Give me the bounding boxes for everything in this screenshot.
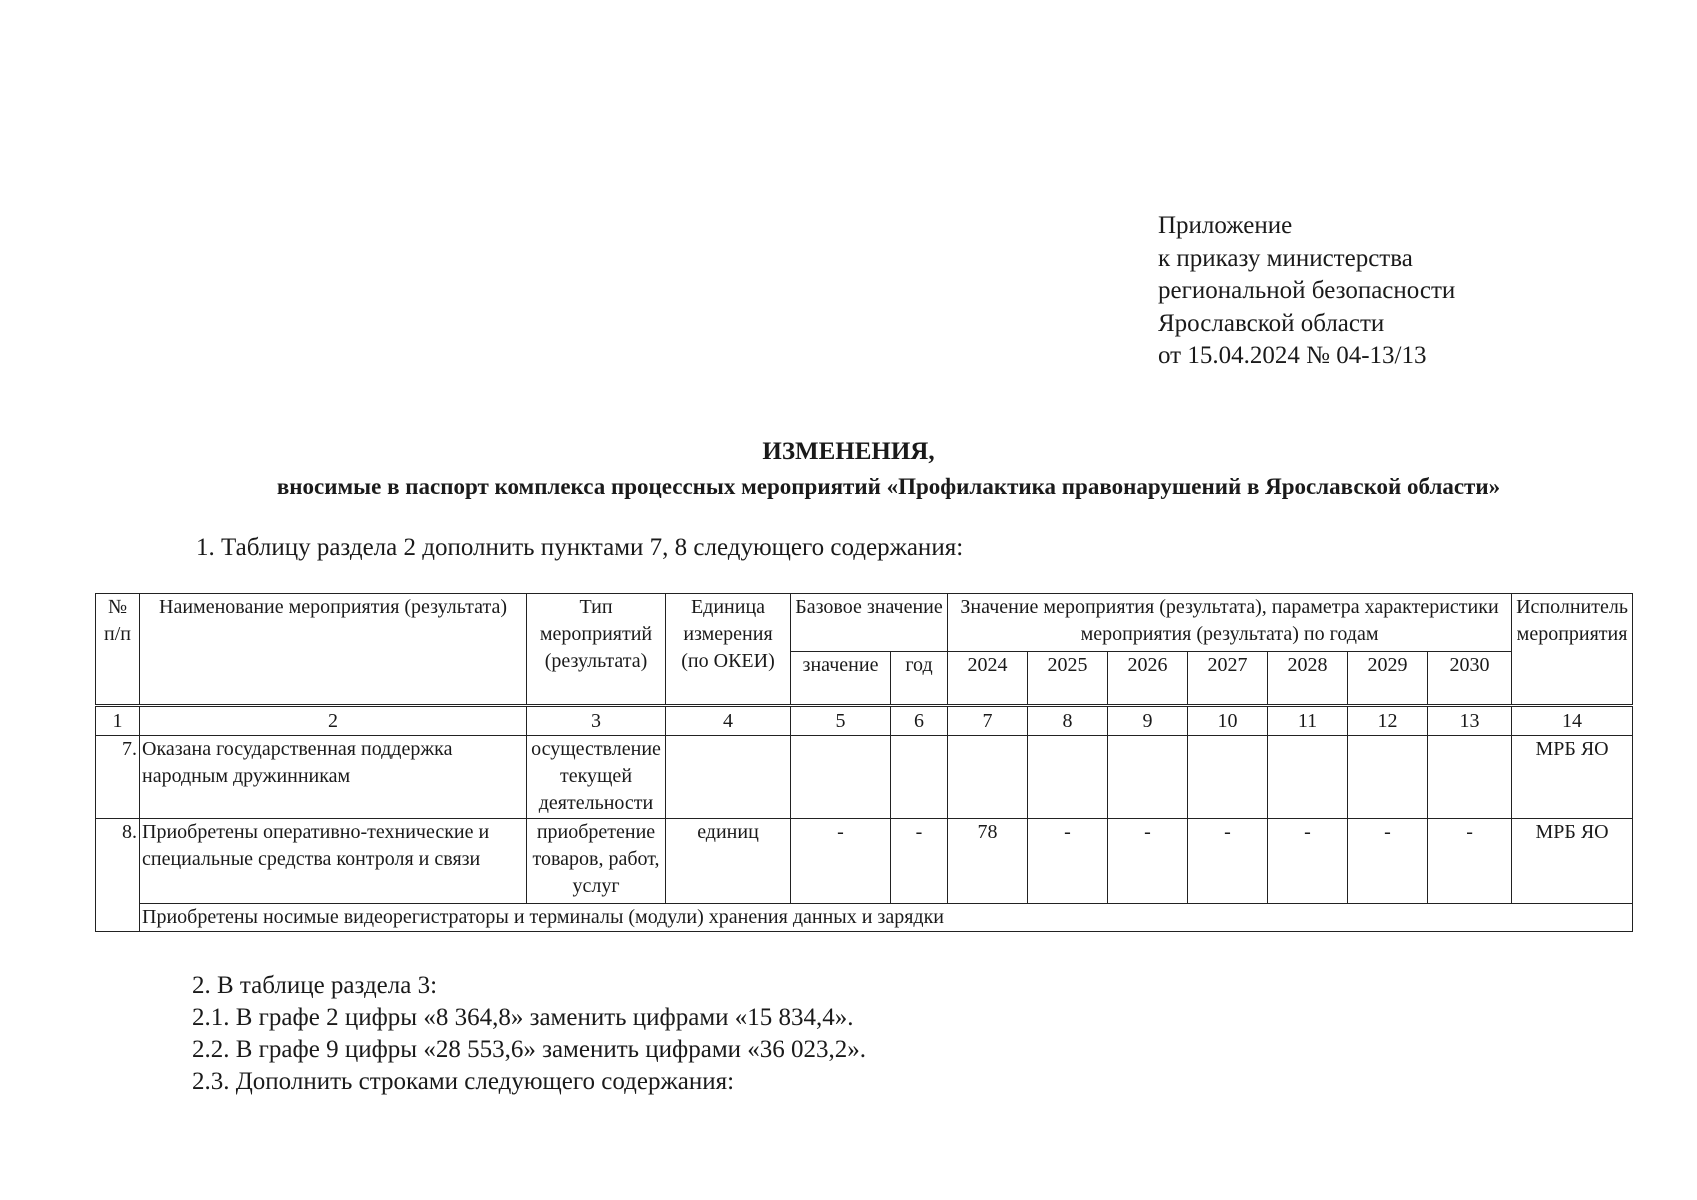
header-num: № п/п: [96, 594, 140, 706]
measures-table: [95, 593, 1633, 932]
row-value: [1348, 736, 1428, 819]
column-number: 5: [791, 706, 891, 736]
header-base-year: год: [891, 652, 948, 706]
header-row: [96, 594, 1633, 652]
column-number: 10: [1188, 706, 1268, 736]
row-num: 8.: [96, 819, 140, 932]
row-executor: МРБ ЯО: [1512, 736, 1633, 819]
column-number: 3: [527, 706, 666, 736]
header-year: 2027: [1188, 652, 1268, 706]
document-title: ИЗМЕНЕНИЯ,: [762, 438, 935, 465]
paragraph-line: 2. В таблице раздела 3:: [192, 972, 438, 999]
header-type: Тип мероприятий (результата): [527, 594, 666, 706]
appendix-line: к приказу министерства: [1158, 244, 1413, 272]
row-value: 78: [948, 819, 1028, 904]
row-value: -: [1268, 819, 1348, 904]
row-executor: МРБ ЯО: [1512, 819, 1633, 904]
header-year: 2030: [1428, 652, 1512, 706]
row-value: [1428, 736, 1512, 819]
table-row: [96, 736, 1633, 819]
row-name: Приобретены оперативно-технические и специальные средства контроля и связи: [140, 819, 527, 904]
appendix-block: [1158, 210, 1455, 373]
header-name: Наименование мероприятия (результата): [140, 594, 527, 706]
row-value: [1188, 736, 1268, 819]
row-num: 7.: [96, 736, 140, 819]
column-number: 9: [1108, 706, 1188, 736]
appendix-line: региональной безопасности: [1158, 277, 1456, 304]
column-number: 2: [140, 706, 527, 736]
column-number: 6: [891, 706, 948, 736]
column-number: 13: [1428, 706, 1512, 736]
row-unit: единиц: [666, 819, 791, 904]
column-number: 12: [1348, 706, 1428, 736]
row-base-year: -: [891, 819, 948, 904]
header-base: Базовое значение: [791, 594, 948, 652]
row-unit: [666, 736, 791, 819]
row-value: -: [1428, 819, 1512, 904]
row-type: приобретение товаров, работ, услуг: [527, 819, 666, 904]
column-number: 1: [96, 706, 140, 736]
row-base-value: -: [791, 819, 891, 904]
header-values: Значение мероприятия (результата), параметра характеристики мероприятия (результата) по годам: [948, 594, 1512, 652]
appendix-line: Приложение: [1158, 212, 1293, 239]
table-row: [96, 819, 1633, 904]
row-note: Приобретены носимые видеорегистраторы и терминалы (модули) хранения данных и зарядки: [140, 904, 1633, 932]
row-base-value: [791, 736, 891, 819]
appendix-line: Ярославской области: [1158, 309, 1385, 337]
row-value: [948, 736, 1028, 819]
paragraph-line: 2.2. В графе 9 цифры «28 553,6» заменить цифрами «36 023,2».: [192, 1036, 867, 1063]
column-number: 4: [666, 706, 791, 736]
row-value: [1108, 736, 1188, 819]
table-note-row: [96, 904, 1633, 932]
header-year: 2026: [1108, 652, 1188, 706]
row-value: [1028, 736, 1108, 819]
row-value: -: [1108, 819, 1188, 904]
header-base-value: значение: [791, 652, 891, 706]
column-number: 7: [948, 706, 1028, 736]
row-base-year: [891, 736, 948, 819]
row-value: -: [1188, 819, 1268, 904]
column-number: 11: [1268, 706, 1348, 736]
column-number: 14: [1512, 706, 1633, 736]
row-name: Оказана государственная поддержка народным дружинникам: [140, 736, 527, 819]
paragraph-line: 2.1. В графе 2 цифры «8 364,8» заменить цифрами «15 834,4».: [192, 1004, 854, 1031]
header-year: 2028: [1268, 652, 1348, 706]
header-executor: Исполнитель мероприятия: [1512, 594, 1633, 706]
row-type: осуществление текущей деятельности: [527, 736, 666, 819]
changes-list: [192, 970, 866, 1098]
row-value: [1268, 736, 1348, 819]
header-year: 2029: [1348, 652, 1428, 706]
column-numbers-row: [96, 706, 1633, 736]
row-value: -: [1028, 819, 1108, 904]
header-unit: Единица измерения (по ОКЕИ): [666, 594, 791, 706]
paragraph-item-1: 1. Таблицу раздела 2 дополнить пунктами 7, 8 следующего содержания:: [196, 534, 964, 561]
header-year: 2025: [1028, 652, 1108, 706]
appendix-line: от 15.04.2024 № 04-13/13: [1158, 342, 1427, 369]
row-value: -: [1348, 819, 1428, 904]
header-year: 2024: [948, 652, 1028, 706]
document-subtitle: вносимые в паспорт комплекса процессных мероприятий «Профилактика правонарушений в Ярославской области»: [276, 474, 1501, 499]
paragraph-line: 2.3. Дополнить строками следующего содержания:: [192, 1068, 735, 1095]
column-number: 8: [1028, 706, 1108, 736]
